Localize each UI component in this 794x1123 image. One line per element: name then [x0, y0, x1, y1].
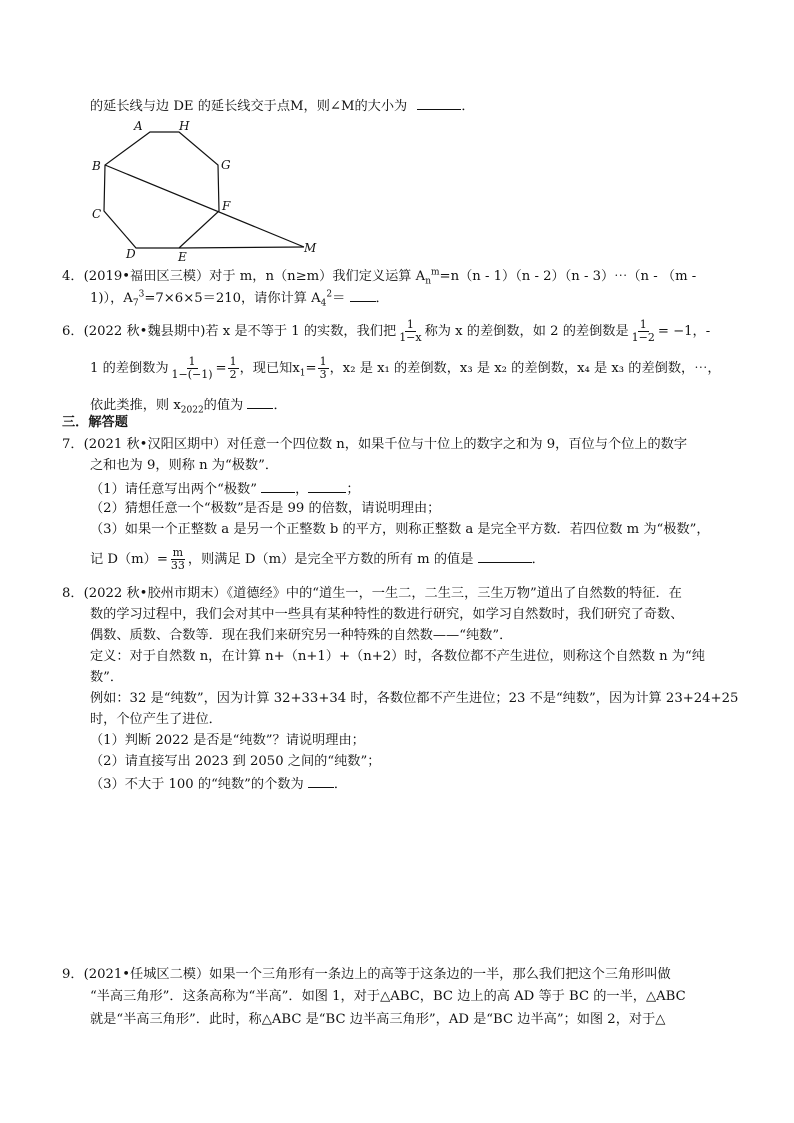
q4-sub-7: 7	[132, 298, 139, 309]
q6-frac5-den: 3	[319, 368, 327, 381]
q7-item1-text: （1）请任意写出两个“极数”	[90, 482, 257, 497]
q6-text-b: 称为 x 的差倒数，如 2 的差倒数是	[424, 324, 629, 339]
q7-answer-blank-3[interactable]	[478, 549, 532, 563]
q7-period: ．	[531, 552, 545, 567]
q7-answer-blank-1[interactable]	[261, 479, 295, 493]
label-H: H	[179, 119, 190, 133]
label-F: F	[222, 199, 231, 213]
q7-answer-blank-2[interactable]	[308, 479, 346, 493]
q7-item3: （3）如果一个正整数 a 是另一个正整数 b 的平方，则称正整数 a 是完全平方数．若四位数 m 为“极数”，	[90, 522, 710, 537]
q6-text-j: 的值为	[203, 398, 244, 413]
q6-frac3-den: 1−(−1)	[171, 368, 213, 381]
q7-frac-num: m	[172, 546, 184, 559]
q8-line6: 例如：32 是“纯数”，因为计算 32+33+34 时，各数位都不产生进位；23 不是“纯数”，因为计算 23+24+25	[90, 691, 739, 706]
q8-line2: 数的学习过程中，我们会对其中一些具有某种特性的数进行研究，如学习自然数时，我们研究了奇数、	[90, 607, 684, 622]
q6-line2	[90, 355, 721, 383]
q4-sub-4: 4	[320, 298, 327, 309]
q6-frac3-num: 1	[188, 355, 196, 368]
q6-frac-1	[397, 319, 423, 344]
q7-frac-den: 33	[170, 559, 185, 572]
q6-text-h: ，x₂ 是 x₁ 的差倒数，x₃ 是 x₂ 的差倒数，x₄ 是 x₃ 的差倒数，⋯，	[329, 361, 721, 376]
q6-frac2-den: 1−2	[631, 331, 655, 344]
q4-text-c: 1)），A	[90, 291, 133, 306]
q8-item3	[90, 774, 347, 794]
label-D: D	[126, 247, 136, 261]
q6-sub-2022: 2022	[180, 405, 204, 416]
q9-line3: 就是“半高三角形”．此时，称△ABC 是“BC 边半高三角形”，AD 是“BC 边半高”；如图 2，对于△	[90, 1012, 666, 1027]
q8-item3-text: （3）不大于 100 的“纯数”的个数为	[90, 777, 304, 792]
q6-frac5-num: 1	[319, 355, 327, 368]
q6-frac1-num: 1	[406, 318, 414, 331]
q3-tail-sentence: 的延长线与边 DE 的延长线交于点M，则∠M的大小为	[90, 99, 408, 114]
q6-text-e: =	[215, 361, 227, 376]
q4-sup-2: 2	[326, 289, 333, 300]
line-EM	[179, 247, 304, 248]
q4-answer-blank[interactable]	[350, 288, 376, 302]
section-heading: 三．解答题	[62, 415, 128, 430]
q8-line4: 定义：对于自然数 n，在计算 n+（n+1）+（n+2）时，各数位都不产生进位，则称这个自然数 n 为“纯	[90, 649, 705, 664]
q6-sub-1: 1	[299, 368, 306, 379]
q7-item1-end: ；	[346, 482, 360, 497]
q4-sup-3: 3	[138, 289, 145, 300]
q4-sub-n: n	[425, 276, 431, 287]
label-A: A	[134, 119, 143, 133]
q4-period: ．	[375, 291, 389, 306]
q8-item2: （2）请直接写出 2023 到 2050 之间的“纯数”；	[90, 754, 381, 769]
q6-line1	[62, 318, 710, 346]
q7-line1: 7．(2021 秋•汉阳区期中）对任意一个四位数 n，如果千位与十位上的数字之和为 9，百位与个位上的数字	[62, 437, 688, 452]
q6-frac4-num: 1	[229, 355, 237, 368]
q7-item3b-text-b: ，则满足 D（m）是完全平方数的所有 m 的值是	[187, 552, 474, 567]
q3-answer-blank[interactable]	[417, 96, 461, 110]
q4-text-a: 4．(2019•福田区三模）对于 m，n（n≥m）我们定义运算 A	[62, 269, 426, 284]
q6-frac-3	[170, 356, 215, 381]
q6-text-c: = −1，-	[657, 324, 711, 339]
q8-item1: （1）判断 2022 是否是“纯数”？请说明理由；	[90, 733, 365, 748]
q7-item3b-text-a: 记 D（m）=	[90, 552, 168, 567]
q7-item1-sep: ，	[295, 482, 309, 497]
q4-line1	[62, 268, 696, 286]
q3-period: ．	[461, 99, 475, 114]
q6-text-d: 1 的差倒数为	[90, 361, 169, 376]
line-BM	[105, 165, 304, 247]
q4-line2	[90, 288, 389, 308]
q7-item2: （2）猜想任意一个“极数”是否是 99 的倍数，请说明理由；	[90, 501, 441, 516]
octagon-shape	[104, 132, 219, 248]
q4-text-d: =7×6×5＝210，请你计算 A	[144, 291, 321, 306]
q6-frac-4	[228, 356, 239, 381]
q7-item1	[90, 479, 360, 499]
label-C: C	[92, 207, 102, 221]
q4-sup-m: m	[431, 267, 440, 278]
q4-text-e: ＝	[332, 291, 346, 306]
q6-frac-2	[630, 319, 657, 344]
q8-period: ．	[333, 777, 348, 792]
q8-line5: 数”．	[90, 670, 124, 685]
q6-answer-blank[interactable]	[247, 395, 273, 409]
label-B: B	[92, 159, 101, 173]
q6-line3	[90, 395, 287, 415]
q6-text-i: 依此类推，则 x	[90, 398, 181, 413]
q6-text-a: 6．(2022 秋•魏县期中)若 x 是不等于 1 的实数，我们把	[62, 324, 397, 339]
q8-line7: 时，个位产生了进位．	[90, 712, 222, 727]
label-E: E	[178, 250, 187, 264]
q7-frac	[169, 547, 187, 572]
q9-line2: “半高三角形”．这条高称为“半高”．如图 1，对于△ABC，BC 边上的高 AD 等于 BC 的一半，△ABC	[90, 989, 686, 1004]
q8-line1: 8．(2022 秋•胶州市期末）《道德经》中的“道生一，一生二，二生三，三生万物”道出了自然数的特征．在	[62, 586, 682, 601]
q3-tail-text	[90, 96, 475, 116]
q9-line1: 9．(2021•任城区二模）如果一个三角形有一条边上的高等于这条边的一半，那么我们把这个三角形叫做	[62, 967, 671, 982]
q8-answer-blank[interactable]	[308, 774, 334, 788]
q6-text-g: =	[305, 361, 317, 376]
q6-frac4-den: 2	[229, 368, 237, 381]
q6-frac1-den: 1−x	[399, 331, 422, 344]
q4-text-b: =n（n - 1）（n - 2）（n - 3）⋯（n - （m -	[439, 269, 697, 284]
q8-line3: 偶数、质数、合数等．现在我们来研究另一种特殊的自然数——“纯数”．	[90, 628, 513, 643]
q7-line2: 之和也为 9，则称 n 为“极数”．	[90, 458, 279, 473]
label-M: M	[304, 241, 317, 255]
octagon-figure	[86, 116, 326, 264]
q6-frac2-num: 1	[639, 318, 647, 331]
q6-text-f: ，现已知x	[239, 361, 300, 376]
q6-period: ．	[273, 398, 287, 413]
q7-item3b	[90, 546, 545, 574]
q6-frac-5	[318, 356, 329, 381]
label-G: G	[221, 158, 231, 172]
